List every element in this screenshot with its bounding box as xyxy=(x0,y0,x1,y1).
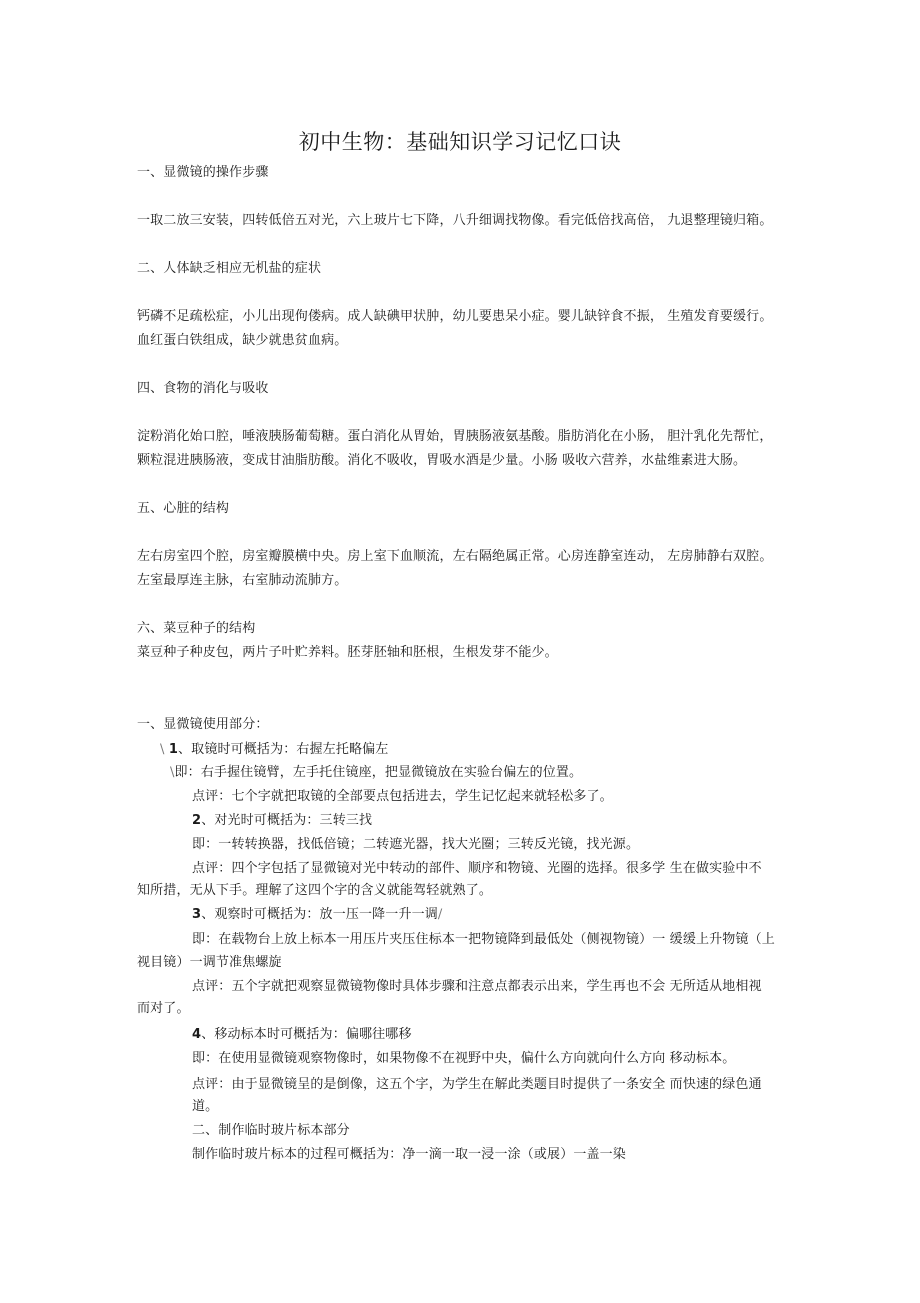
item-3-number: 3 xyxy=(192,907,202,922)
item-2-comment-line2: 知所措，无从下手。理解了这四个字的含义就能驾轻就熟了。 xyxy=(137,883,493,898)
item-2-title xyxy=(192,811,784,830)
paragraph-mineral-deficiency-line2: 血红蛋白铁组成，缺少就患贫血病。 xyxy=(137,333,348,348)
item-4-comment-line1: 点评：由于显微镜呈的是倒像，这五个字，为学生在解此类题目时提供了一条安全 而快速的绿色通 xyxy=(192,1077,762,1092)
item-2-comment-line1: 点评：四个字包括了显微镜对光中转动的部件、顺序和物镜、光圈的选择。很多学 生在做实验中不 xyxy=(192,861,762,876)
item-4-explanation: 即：在使用显微镜观察物像时，如果物像不在视野中央，偏什么方向就向什么方向 移动标本。 xyxy=(192,1051,736,1066)
item-3-comment-line2: 而对了。 xyxy=(137,1001,190,1016)
item-2-explanation: 即：一转转换器，找低倍镜；二转遮光器，找大光圈；三转反光镜，找光源。 xyxy=(192,837,640,852)
paragraph-digestion-line1: 淀粉消化始口腔，唾液胰肠葡萄糖。蛋白消化从胃始，胃胰肠液氨基酸。脂肪消化在小肠， 胆汁乳化先帮忙， xyxy=(137,429,773,444)
item-3-mark: / xyxy=(437,907,443,922)
item-1-comment: 点评：七个字就把取镜的全部要点包括进去，学生记忆起来就轻松多了。 xyxy=(192,789,613,804)
item-4-number: 4 xyxy=(192,1027,202,1042)
item-1-text: 、取镜时可概括为：右握左托略偏左 xyxy=(178,742,389,757)
item-2-number: 2 xyxy=(192,813,202,828)
section-heading-temporary-slide: 二、制作临时玻片标本部分 xyxy=(192,1123,350,1138)
item-3-text: 、观察时可概括为：放一压一降一升一调 xyxy=(201,907,438,922)
section-heading-bean-seed: 六、菜豆种子的结构 xyxy=(137,621,256,636)
section-heading-microscope-steps: 一、显微镜的操作步骤 xyxy=(137,165,269,180)
item-3-title xyxy=(192,905,784,924)
paragraph-bean-seed: 菜豆种子种皮包，两片子叶贮养料。胚芽胚轴和胚根，生根发芽不能少。 xyxy=(137,645,558,660)
item-4-text: 、移动标本时可概括为：偏哪往哪移 xyxy=(201,1027,412,1042)
page-title: 初中生物：基础知识学习记忆口诀 xyxy=(298,130,622,154)
section-heading-heart: 五、心脏的结构 xyxy=(137,501,230,516)
item-2-text: 、对光时可概括为：三转三找 xyxy=(201,813,373,828)
paragraph-heart-line1: 左右房室四个腔，房室瓣膜横中央。房上室下血顺流，左右隔绝属正常。心房连静室连动， 左房肺静右双腔。 xyxy=(137,549,773,564)
paragraph-mineral-deficiency-line1: 钙磷不足疏松症，小儿出现佝偻病。成人缺碘甲状肿，幼儿要患呆小症。婴儿缺锌食不振， 生殖发育要缓行。 xyxy=(137,309,773,324)
paragraph-heart-line2: 左室最厚连主脉，右室肺动流肺方。 xyxy=(137,573,348,588)
item-1-number: 1 xyxy=(168,742,179,757)
paragraph-microscope-steps: 一取二放三安装，四转低倍五对光，六上玻片七下降，八升细调找物像。看完低倍找高倍， 九退整理镜归箱。 xyxy=(137,213,773,228)
item-3-explanation-line2: 视目镜）一调节准焦螺旋 xyxy=(137,955,282,970)
item-3-explanation-line1: 即：在载物台上放上标本一用压片夹压住标本一把物镜降到最低处（侧视物镜）一 缓缓上升物镜（上 xyxy=(192,932,775,947)
item-1-mark: \ xyxy=(160,742,165,757)
section-heading-mineral-deficiency: 二、人体缺乏相应无机盐的症状 xyxy=(137,261,322,276)
item-1-explanation-mark: \ xyxy=(170,765,175,780)
paragraph-digestion-line2: 颗粒混进胰肠液，变成甘油脂肪酸。消化不吸收，胃吸水酒是少量。小肠 吸收六营养，水盐维素进大肠。 xyxy=(137,453,747,468)
item-4-comment-line2: 道。 xyxy=(192,1099,219,1114)
section-heading-digestion: 四、食物的消化与吸收 xyxy=(137,381,269,396)
item-3-comment-line1: 点评：五个字就把观察显微镜物像时具体步骤和注意点都表示出来，学生再也不会 无所适从地相视 xyxy=(192,979,762,994)
item-1-title xyxy=(160,740,784,759)
item-1-explanation xyxy=(170,763,784,782)
section-heading-microscope-usage: 一、显微镜使用部分： xyxy=(137,717,269,732)
paragraph-temporary-slide: 制作临时玻片标本的过程可概括为：净一滴一取一浸一涂（或展）一盖一染 xyxy=(192,1147,626,1162)
item-1-explanation-text: 即：右手握住镜臂，左手托住镜座，把显微镜放在实验台偏左的位置。 xyxy=(174,765,583,780)
item-4-title xyxy=(192,1025,784,1044)
